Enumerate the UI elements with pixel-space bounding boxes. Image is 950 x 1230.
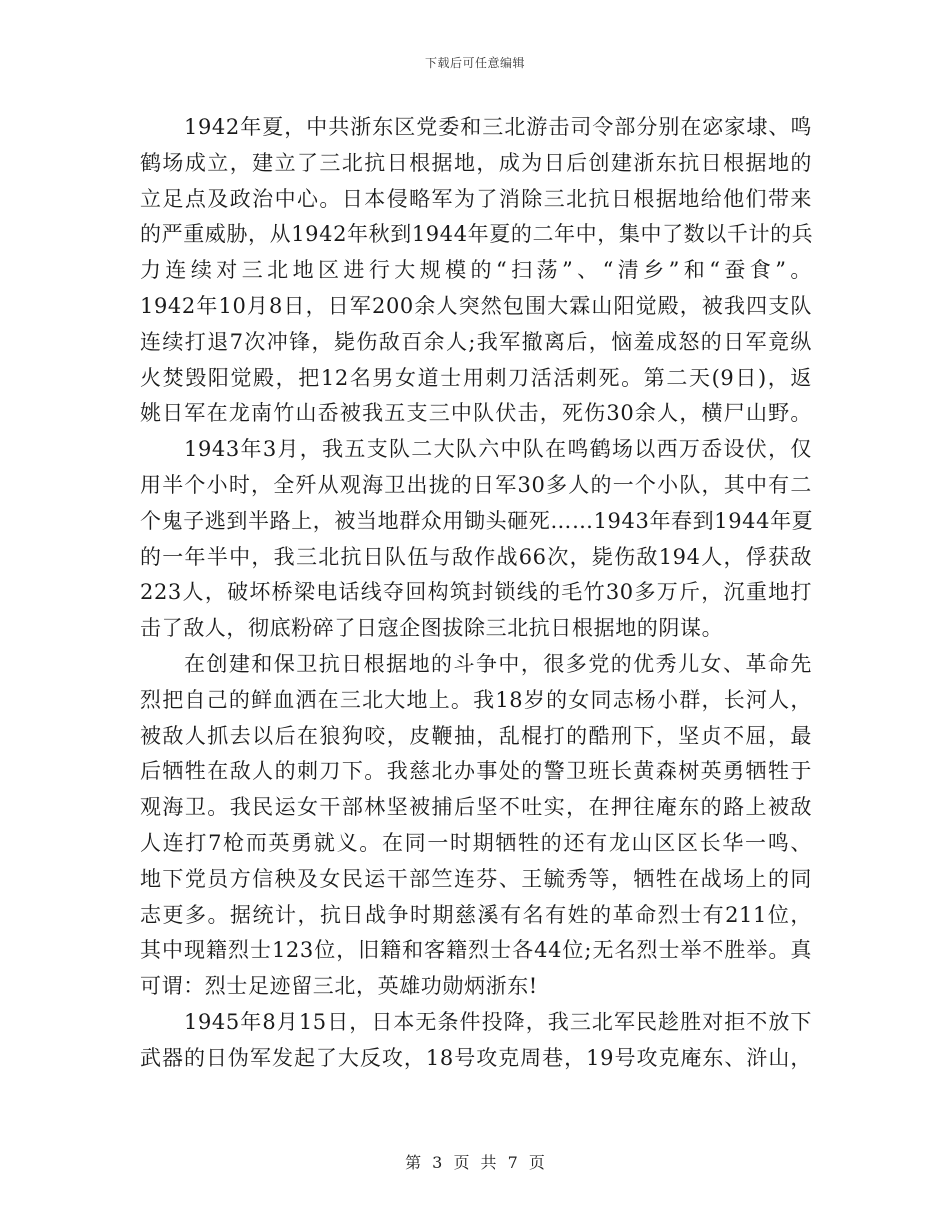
paragraph-4	[140, 1005, 812, 1077]
text-line: 可谓：烈士足迹留三北，英雄功勋炳浙东!	[140, 974, 538, 999]
text-line: 鹤场成立，建立了三北抗日根据地，成为日后创建浙东抗日根据地的	[140, 150, 812, 175]
text-line: 武器的日伪军发起了大反攻，18号攻克周巷，19号攻克庵东、浒山，	[140, 1045, 812, 1070]
page-header: 下载后可任意编辑	[424, 56, 525, 70]
text-line: 火焚毁阳觉殿，把12名男女道士用刺刀活活刺死。第二天(9日)，返	[140, 365, 812, 390]
document-body	[140, 110, 812, 1077]
text-line: 后牺牲在敌人的刺刀下。我慈北办事处的警卫班长黄森树英勇牺牲于	[140, 759, 812, 784]
text-line: 连续打退7次冲锋，毙伤敌百余人;我军撤离后，恼羞成怒的日军竟纵	[140, 329, 812, 354]
text-line: 其中现籍烈士123位，旧籍和客籍烈士各44位;无名烈士举不胜举。真	[140, 938, 812, 963]
text-line: 力连续对三北地区进行大规模的“扫荡”、“清乡”和“蚕食”。	[140, 258, 812, 283]
text-line: 的严重威胁，从1942年秋到1944年夏的二年中，集中了数以千计的兵	[140, 222, 814, 247]
text-line: 1942年10月8日，日军200余人突然包围大霖山阳觉殿，被我四支队	[140, 293, 812, 318]
text-line: 个鬼子逃到半路上，被当地群众用锄头砸死……1943年春到1944年夏	[140, 508, 814, 533]
text-line: 在创建和保卫抗日根据地的斗争中，很多党的优秀儿女、革命先	[184, 651, 812, 676]
text-line: 姚日军在龙南竹山岙被我五支三中队伏击，死伤30余人，横尸山野。	[140, 401, 812, 426]
paragraph-1	[140, 110, 812, 432]
text-line: 观海卫。我民运女干部林坚被捕后坚不吐实，在押往庵东的路上被敌	[140, 795, 812, 820]
text-line: 击了敌人，彻底粉碎了日寇企图拔除三北抗日根据地的阴谋。	[140, 616, 724, 641]
text-line: 的一年半中，我三北抗日队伍与敌作战66次，毙伤敌194人，俘获敌	[140, 544, 812, 569]
text-line: 1942年夏，中共浙东区党委和三北游击司令部分别在宓家埭、鸣	[184, 115, 812, 139]
text-line: 志更多。据统计，抗日战争时期慈溪有名有姓的革命烈士有211位，	[140, 902, 812, 927]
text-line: 1945年8月15日，日本无条件投降，我三北军民趁胜对拒不放下	[184, 1009, 812, 1034]
text-line: 人连打7枪而英勇就义。在同一时期牺牲的还有龙山区区长华一鸣、	[140, 830, 812, 855]
text-line: 地下党员方信秧及女民运干部竺连芬、王毓秀等，牺牲在战场上的同	[140, 866, 812, 891]
paragraph-3	[140, 647, 812, 1005]
text-line: 223人，破坏桥梁电话线夺回构筑封锁线的毛竹30多万斤，沉重地打	[140, 580, 812, 605]
text-line: 被敌人抓去以后在狼狗咬，皮鞭抽，乱棍打的酷刑下，坚贞不屈，最	[140, 723, 812, 748]
text-line: 1943年3月，我五支队二大队六中队在鸣鹤场以西万岙设伏，仅	[184, 437, 812, 462]
text-line: 用半个小时，全歼从观海卫出拢的日军30多人的一个小队，其中有二	[140, 472, 812, 497]
page-footer: 第 3 页 共 7 页	[405, 1153, 545, 1172]
paragraph-2	[140, 432, 812, 647]
text-line: 烈把自己的鲜血洒在三北大地上。我18岁的女同志杨小群，长河人，	[140, 687, 812, 712]
text-line: 立足点及政治中心。日本侵略军为了消除三北抗日根据地给他们带来	[140, 186, 812, 211]
